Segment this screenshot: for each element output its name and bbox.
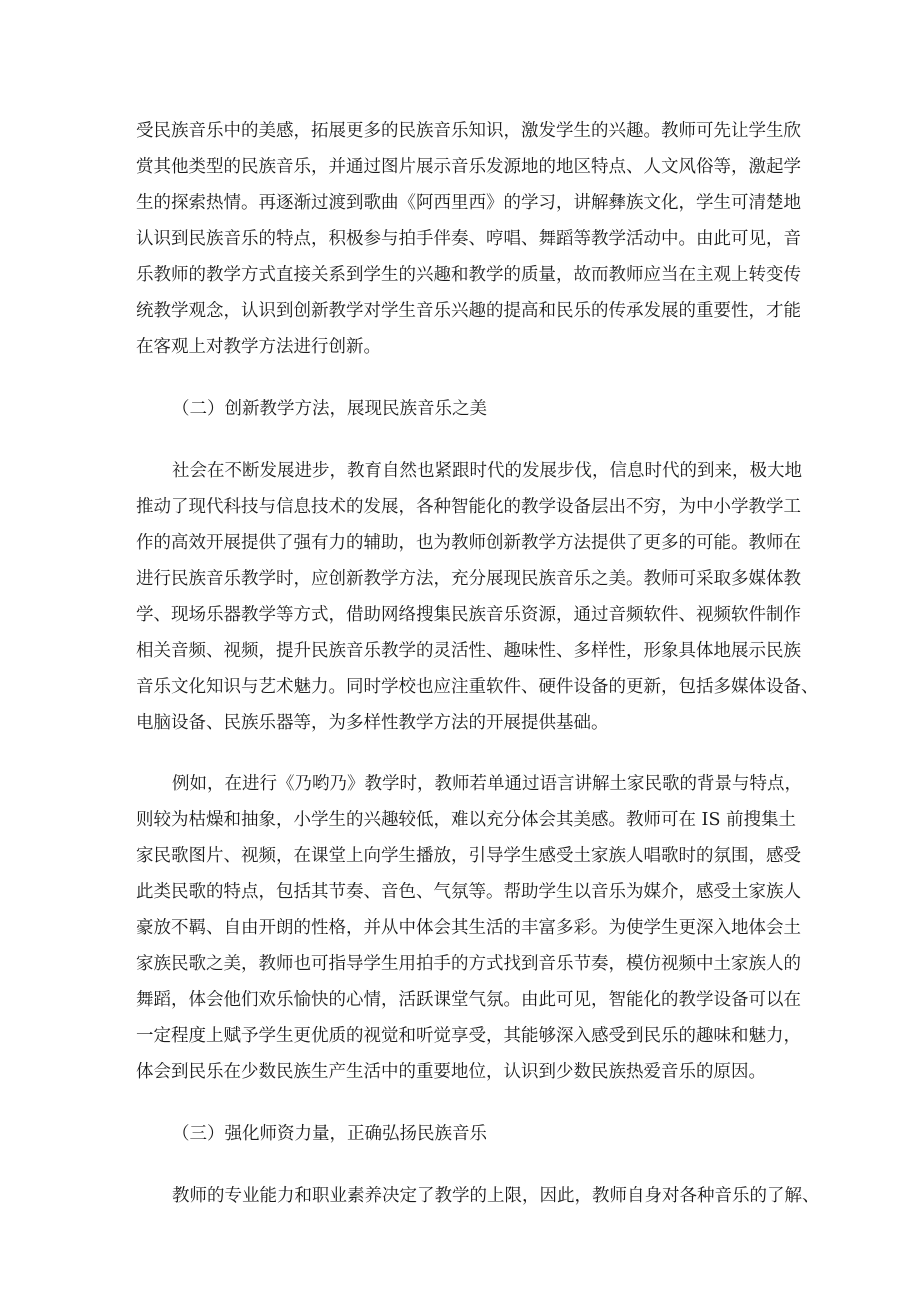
text-line: 教师的专业能力和职业素养决定了教学的上限，因此，教师自身对各种音乐的了解、 [172,1186,820,1206]
section-heading-3: （三）强化师资力量，正确弘扬民族音乐 [172,1124,487,1144]
text-line: 家族民歌之美，教师也可指导学生用拍手的方式找到音乐节奏，模仿视频中土家族人的 [136,954,801,974]
text-line: 进行民族音乐教学时，应创新教学方法，充分展现民族音乐之美。教师可采取多媒体教 [136,569,801,589]
text-line: 乐教师的教学方式直接关系到学生的兴趣和教学的质量，故而教师应当在主观上转变传 [136,265,801,285]
text-line: 相关音频、视频，提升民族音乐教学的灵活性、趣味性、多样性，形象具体地展示民族 [136,641,801,661]
text-line: 社会在不断发展进步，教育自然也紧跟时代的发展步伐，信息时代的到来，极大地 [172,461,802,481]
text-line: 认识到民族音乐的特点，积极参与拍手伴奏、哼唱、舞蹈等教学活动中。由此可见，音 [136,229,801,249]
text-line: 赏其他类型的民族音乐，并通过图片展示音乐发源地的地区特点、人文风俗等，激起学 [136,157,801,177]
text-line: 音乐文化知识与艺术魅力。同时学校也应注重软件、硬件设备的更新，包括多媒体设备、 [136,677,819,697]
text-line: 受民族音乐中的美感，拓展更多的民族音乐知识，激发学生的兴趣。教师可先让学生欣 [136,121,801,141]
text-line: 舞蹈，体会他们欢乐愉快的心情，活跃课堂气氛。由此可见，智能化的教学设备可以在 [136,990,801,1010]
text-line: 豪放不羁、自由开朗的性格，并从中体会其生活的丰富多彩。为使学生更深入地体会土 [136,918,801,938]
text-line: 在客观上对教学方法进行创新。 [136,337,381,357]
text-line: 体会到民乐在少数民族生产生活中的重要地位，认识到少数民族热爱音乐的原因。 [136,1062,766,1082]
text-line: 则较为枯燥和抽象，小学生的兴趣较低，难以充分体会其美感。教师可在 IS 前搜集土 [136,810,797,830]
text-line: 一定程度上赋予学生更优质的视觉和听觉享受，其能够深入感受到民乐的趣味和魅力， [136,1026,801,1046]
text-line: 家民歌图片、视频，在课堂上向学生播放，引导学生感受土家族人唱歌时的氛围，感受 [136,846,801,866]
text-line: 生的探索热情。再逐渐过渡到歌曲《阿西里西》的学习，讲解彝族文化，学生可清楚地 [136,193,801,213]
text-line: 统教学观念，认识到创新教学对学生音乐兴趣的提高和民乐的传承发展的重要性，才能 [136,301,801,321]
text-line: 例如，在进行《乃哟乃》教学时，教师若单通过语言讲解土家民歌的背景与特点， [172,774,802,794]
section-heading-2: （二）创新教学方法，展现民族音乐之美 [172,399,487,419]
text-line: 推动了现代科技与信息技术的发展，各种智能化的教学设备层出不穷，为中小学教学工 [136,497,801,517]
text-line: 电脑设备、民族乐器等，为多样性教学方法的开展提供基础。 [136,713,609,733]
text-line: 此类民歌的特点，包括其节奏、音色、气氛等。帮助学生以音乐为媒介，感受土家族人 [136,882,801,902]
text-line: 学、现场乐器教学等方式，借助网络搜集民族音乐资源，通过音频软件、视频软件制作 [136,605,801,625]
text-line: 作的高效开展提供了强有力的辅助，也为教师创新教学方法提供了更多的可能。教师在 [136,533,801,553]
